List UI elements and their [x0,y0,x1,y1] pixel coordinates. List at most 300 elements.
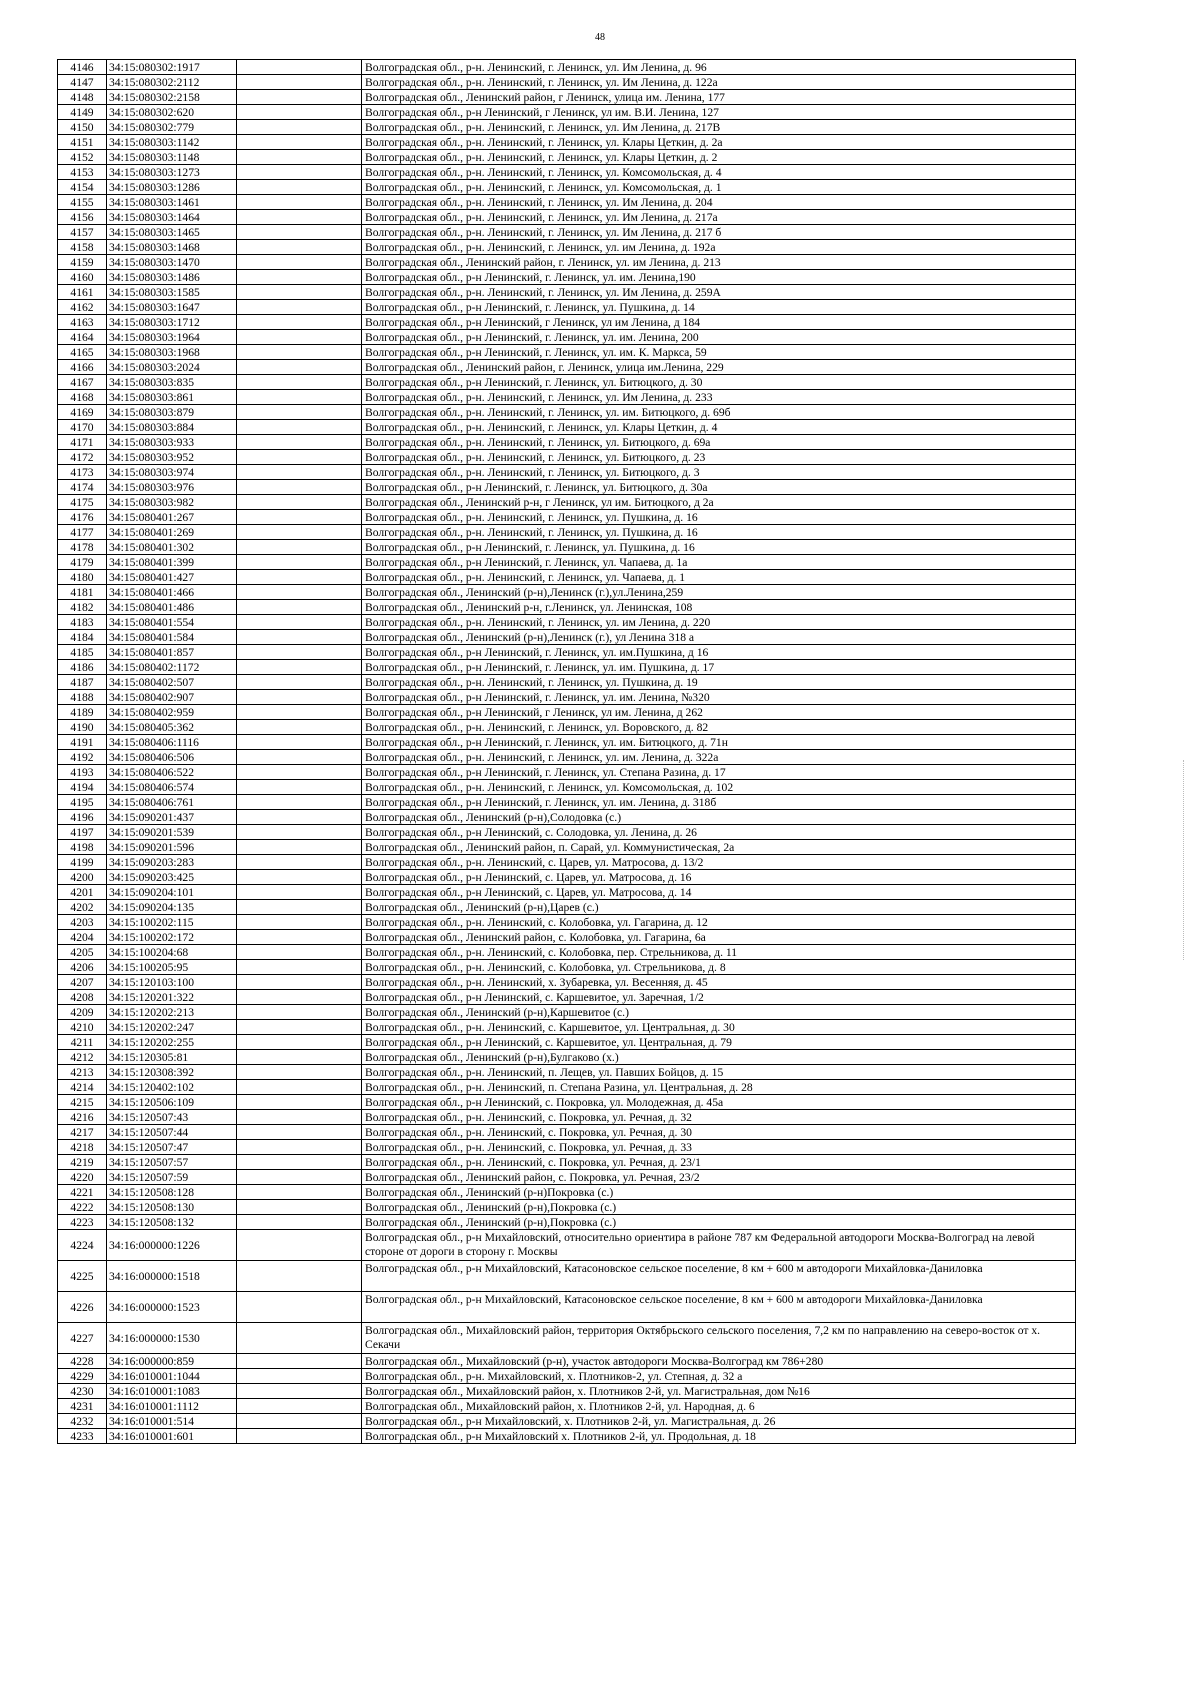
row-number-cell: 4215 [58,1095,107,1110]
row-number-cell: 4202 [58,900,107,915]
table-row [58,270,1076,285]
cadastral-number-cell: 34:15:080302:2158 [107,90,237,105]
table-row [58,810,1076,825]
empty-cell [237,1230,362,1261]
address-cell: Волгоградская обл., Михайловский район, х. Плотников 2-й, ул. Народная, д. 6 [362,1399,1076,1414]
table-row [58,1230,1076,1261]
cadastral-number-cell: 34:15:080303:1142 [107,135,237,150]
address-cell: Волгоградская обл., Ленинский (р-н),Булгаково (х.) [362,1050,1076,1065]
empty-cell [237,315,362,330]
address-cell: Волгоградская обл., р-н Ленинский, г Ленинск, ул им Ленина, д 184 [362,315,1076,330]
row-number-cell: 4209 [58,1005,107,1020]
table-row [58,120,1076,135]
table-row [58,1035,1076,1050]
row-number-cell: 4185 [58,645,107,660]
empty-cell [237,60,362,75]
cadastral-number-cell: 34:15:080303:1148 [107,150,237,165]
address-cell: Волгоградская обл., р-н. Ленинский, с. Покровка, ул. Речная, д. 30 [362,1125,1076,1140]
empty-cell [237,165,362,180]
empty-cell [237,690,362,705]
address-cell: Волгоградская обл., р-н. Ленинский, г. Ленинск, ул. Им Ленина, д. 96 [362,60,1076,75]
empty-cell [237,450,362,465]
table-row [58,675,1076,690]
cadastral-number-cell: 34:16:000000:1523 [107,1292,237,1323]
row-number-cell: 4224 [58,1230,107,1261]
empty-cell [237,1399,362,1414]
table-row [58,795,1076,810]
empty-cell [237,555,362,570]
empty-cell [237,1005,362,1020]
row-number-cell: 4190 [58,720,107,735]
cadastral-number-cell: 34:15:100205:95 [107,960,237,975]
table-row [58,930,1076,945]
address-cell: Волгоградская обл., р-н Ленинский, г. Ленинск, ул. им.Пушкина, д 16 [362,645,1076,660]
row-number-cell: 4157 [58,225,107,240]
cadastral-number-cell: 34:16:000000:859 [107,1354,237,1369]
address-cell: Волгоградская обл., р-н Ленинский, г. Ленинск, ул. Степана Разина, д. 17 [362,765,1076,780]
address-cell: Волгоградская обл., р-н Ленинский, г Ленинск, ул им. Ленина, д 262 [362,705,1076,720]
row-number-cell: 4192 [58,750,107,765]
row-number-cell: 4152 [58,150,107,165]
cadastral-number-cell: 34:15:090204:101 [107,885,237,900]
table-row [58,960,1076,975]
address-cell: Волгоградская обл., р-н. Ленинский, г. Ленинск, ул. им Ленина, д. 192а [362,240,1076,255]
address-cell: Волгоградская обл., р-н Ленинский, г. Ленинск, ул. Чапаева, д. 1а [362,555,1076,570]
row-number-cell: 4162 [58,300,107,315]
cadastral-number-cell: 34:16:010001:1083 [107,1384,237,1399]
table-row [58,1414,1076,1429]
empty-cell [237,195,362,210]
table-row [58,345,1076,360]
table-row [58,75,1076,90]
row-number-cell: 4156 [58,210,107,225]
address-cell: Волгоградская обл., р-н. Ленинский, г. Ленинск, ул. Им Ленина, д. 217а [362,210,1076,225]
cadastral-number-cell: 34:15:080303:933 [107,435,237,450]
cadastral-number-cell: 34:15:080406:522 [107,765,237,780]
table-row [58,525,1076,540]
empty-cell [237,600,362,615]
cadastral-number-cell: 34:15:080303:835 [107,375,237,390]
address-cell: Волгоградская обл., р-н. Ленинский, с. Колобовка, пер. Стрельникова, д. 11 [362,945,1076,960]
table-row [58,1050,1076,1065]
empty-cell [237,705,362,720]
cadastral-number-cell: 34:15:080303:952 [107,450,237,465]
address-cell: Волгоградская обл., Ленинский р-н, г.Ленинск, ул. Ленинская, 108 [362,600,1076,615]
table-row [58,150,1076,165]
table-row [58,1369,1076,1384]
table-row [58,1429,1076,1444]
empty-cell [237,330,362,345]
table-row [58,645,1076,660]
cadastral-number-cell: 34:15:080303:1470 [107,255,237,270]
row-number-cell: 4159 [58,255,107,270]
row-number-cell: 4189 [58,705,107,720]
row-number-cell: 4174 [58,480,107,495]
empty-cell [237,585,362,600]
table-row [58,255,1076,270]
cadastral-number-cell: 34:15:080303:1273 [107,165,237,180]
empty-cell [237,1020,362,1035]
table-row [58,555,1076,570]
cadastral-number-cell: 34:15:120507:57 [107,1155,237,1170]
cadastral-number-cell: 34:15:080401:584 [107,630,237,645]
table-row [58,420,1076,435]
address-cell: Волгоградская обл., р-н. Ленинский, с. Колобовка, ул. Стрельникова, д. 8 [362,960,1076,975]
table-row [58,315,1076,330]
address-cell: Волгоградская обл., р-н Ленинский, г. Ленинск, ул. Битюцкого, д. 30 [362,375,1076,390]
empty-cell [237,270,362,285]
row-number-cell: 4223 [58,1215,107,1230]
empty-cell [237,645,362,660]
table-row [58,720,1076,735]
address-cell: Волгоградская обл., р-н. Ленинский, г. Ленинск, ул. Комсомольская, д. 1 [362,180,1076,195]
row-number-cell: 4173 [58,465,107,480]
address-cell: Волгоградская обл., р-н. Ленинский, г. Ленинск, ул. Клары Цеткин, д. 4 [362,420,1076,435]
empty-cell [237,1384,362,1399]
table-row [58,180,1076,195]
cadastral-number-cell: 34:15:080303:974 [107,465,237,480]
empty-cell [237,75,362,90]
table-row [58,1065,1076,1080]
empty-cell [237,975,362,990]
empty-cell [237,375,362,390]
cadastral-number-cell: 34:15:080302:620 [107,105,237,120]
cadastral-number-cell: 34:15:080302:1917 [107,60,237,75]
address-cell: Волгоградская обл., Михайловский район, территория Октябрьского сельского поселения, 7,2 км по направлению на северо-восток от х. Секачи [362,1323,1076,1354]
empty-cell [237,1170,362,1185]
empty-cell [237,630,362,645]
address-cell: Волгоградская обл., р-н. Ленинский, г. Ленинск, ул. Чапаева, д. 1 [362,570,1076,585]
row-number-cell: 4153 [58,165,107,180]
cadastral-number-cell: 34:15:080406:506 [107,750,237,765]
row-number-cell: 4177 [58,525,107,540]
table-row [58,1110,1076,1125]
row-number-cell: 4187 [58,675,107,690]
empty-cell [237,300,362,315]
cadastral-number-cell: 34:15:080303:2024 [107,360,237,375]
row-number-cell: 4183 [58,615,107,630]
row-number-cell: 4233 [58,1429,107,1444]
table-row [58,780,1076,795]
empty-cell [237,915,362,930]
address-cell: Волгоградская обл., Ленинский (р-н),Покровка (с.) [362,1200,1076,1215]
address-cell: Волгоградская обл., р-н. Ленинский, с. Покровка, ул. Речная, д. 32 [362,1110,1076,1125]
empty-cell [237,930,362,945]
table-row [58,690,1076,705]
empty-cell [237,285,362,300]
row-number-cell: 4228 [58,1354,107,1369]
cadastral-number-cell: 34:15:080303:1712 [107,315,237,330]
cadastral-number-cell: 34:15:120507:43 [107,1110,237,1125]
cadastral-number-cell: 34:15:080401:302 [107,540,237,555]
table-row [58,450,1076,465]
row-number-cell: 4205 [58,945,107,960]
row-number-cell: 4194 [58,780,107,795]
empty-cell [237,1155,362,1170]
row-number-cell: 4167 [58,375,107,390]
row-number-cell: 4161 [58,285,107,300]
address-cell: Волгоградская обл., р-н. Ленинский, г. Ленинск, ул. Битюцкого, д. 23 [362,450,1076,465]
address-cell: Волгоградская обл., р-н Ленинский, с. Каршевитое, ул. Центральная, д. 79 [362,1035,1076,1050]
scan-edge-marks [1183,760,1186,960]
cadastral-number-cell: 34:15:120508:132 [107,1215,237,1230]
cadastral-number-cell: 34:15:080401:269 [107,525,237,540]
cadastral-number-cell: 34:15:080303:982 [107,495,237,510]
empty-cell [237,405,362,420]
cadastral-number-cell: 34:15:080401:267 [107,510,237,525]
empty-cell [237,615,362,630]
cadastral-number-cell: 34:15:090201:437 [107,810,237,825]
address-cell: Волгоградская обл., р-н. Ленинский, х. Зубаревка, ул. Весенняя, д. 45 [362,975,1076,990]
empty-cell [237,960,362,975]
empty-cell [237,1065,362,1080]
address-cell: Волгоградская обл., р-н. Ленинский, г. Ленинск, ул. им Ленина, д. 220 [362,615,1076,630]
address-cell: Волгоградская обл., р-н Ленинский, г Ленинск, ул им. В.И. Ленина, 127 [362,105,1076,120]
empty-cell [237,810,362,825]
cadastral-number-cell: 34:16:010001:601 [107,1429,237,1444]
table-row [58,105,1076,120]
address-cell: Волгоградская обл., Ленинский (р-н),Царев (с.) [362,900,1076,915]
table-row [58,1185,1076,1200]
table-row [58,390,1076,405]
empty-cell [237,855,362,870]
cadastral-number-cell: 34:15:120305:81 [107,1050,237,1065]
row-number-cell: 4217 [58,1125,107,1140]
empty-cell [237,255,362,270]
address-cell: Волгоградская обл., р-н Михайловский, Катасоновское сельское поселение, 8 км + 600 м автодороги Михайловка-Даниловка [362,1261,1076,1292]
empty-cell [237,1261,362,1292]
empty-cell [237,435,362,450]
address-cell: Волгоградская обл., р-н Ленинский, г. Ленинск, ул. им. Пушкина, д. 17 [362,660,1076,675]
row-number-cell: 4229 [58,1369,107,1384]
row-number-cell: 4218 [58,1140,107,1155]
cadastral-number-cell: 34:15:120201:322 [107,990,237,1005]
row-number-cell: 4213 [58,1065,107,1080]
cadastral-number-cell: 34:15:080303:976 [107,480,237,495]
cadastral-number-cell: 34:16:000000:1518 [107,1261,237,1292]
table-row [58,135,1076,150]
table-row [58,210,1076,225]
row-number-cell: 4204 [58,930,107,945]
row-number-cell: 4221 [58,1185,107,1200]
registry-rows [58,60,1076,1444]
address-cell: Волгоградская обл., р-н. Ленинский, г. Ленинск, ул. Битюцкого, д. 3 [362,465,1076,480]
row-number-cell: 4181 [58,585,107,600]
empty-cell [237,105,362,120]
cadastral-number-cell: 34:16:000000:1226 [107,1230,237,1261]
address-cell: Волгоградская обл., Ленинский район, с. Колобовка, ул. Гагарина, 6а [362,930,1076,945]
address-cell: Волгоградская обл., р-н. Ленинский, г. Ленинск, ул. Клары Цеткин, д. 2 [362,150,1076,165]
table-row [58,900,1076,915]
table-row [58,480,1076,495]
row-number-cell: 4163 [58,315,107,330]
table-row [58,285,1076,300]
table-row [58,840,1076,855]
row-number-cell: 4158 [58,240,107,255]
cadastral-number-cell: 34:15:080303:884 [107,420,237,435]
cadastral-number-cell: 34:15:080405:362 [107,720,237,735]
address-cell: Волгоградская обл., р-н. Ленинский, г. Ленинск, ул. Пушкина, д. 16 [362,525,1076,540]
table-row [58,1125,1076,1140]
cadastral-number-cell: 34:15:100204:68 [107,945,237,960]
cadastral-number-cell: 34:15:080303:1486 [107,270,237,285]
row-number-cell: 4225 [58,1261,107,1292]
table-row [58,300,1076,315]
empty-cell [237,510,362,525]
address-cell: Волгоградская обл., Ленинский район, г. Ленинск, улица им.Ленина, 229 [362,360,1076,375]
address-cell: Волгоградская обл., р-н. Ленинский, г. Ленинск, ул. Пушкина, д. 16 [362,510,1076,525]
cadastral-number-cell: 34:15:080401:466 [107,585,237,600]
cadastral-number-cell: 34:15:090201:539 [107,825,237,840]
row-number-cell: 4195 [58,795,107,810]
empty-cell [237,360,362,375]
address-cell: Волгоградская обл., р-н. Ленинский, с. Покровка, ул. Речная, д. 33 [362,1140,1076,1155]
table-row [58,195,1076,210]
cadastral-number-cell: 34:15:120103:100 [107,975,237,990]
address-cell: Волгоградская обл., р-н. Ленинский, г. Ленинск, ул. Им Ленина, д. 259А [362,285,1076,300]
address-cell: Волгоградская обл., р-н Михайловский, относительно ориентира в районе 787 км Федеральной автодороги Москва-Волгоград на левой стороне от дороги в сторону г. Москвы [362,1230,1076,1261]
address-cell: Волгоградская обл., р-н. Ленинский, п. Степана Разина, ул. Центральная, д. 28 [362,1080,1076,1095]
cadastral-number-cell: 34:15:090203:425 [107,870,237,885]
table-row [58,465,1076,480]
empty-cell [237,1050,362,1065]
row-number-cell: 4182 [58,600,107,615]
cadastral-number-cell: 34:15:120402:102 [107,1080,237,1095]
empty-cell [237,825,362,840]
empty-cell [237,900,362,915]
cadastral-number-cell: 34:15:080402:1172 [107,660,237,675]
table-row [58,1215,1076,1230]
empty-cell [237,1200,362,1215]
address-cell: Волгоградская обл., р-н. Михайловский, х. Плотников-2, ул. Степная, д. 32 а [362,1369,1076,1384]
row-number-cell: 4180 [58,570,107,585]
cadastral-number-cell: 34:15:080406:1116 [107,735,237,750]
row-number-cell: 4214 [58,1080,107,1095]
table-row [58,90,1076,105]
row-number-cell: 4176 [58,510,107,525]
row-number-cell: 4151 [58,135,107,150]
table-row [58,225,1076,240]
table-row [58,1155,1076,1170]
empty-cell [237,1185,362,1200]
row-number-cell: 4222 [58,1200,107,1215]
address-cell: Волгоградская обл., р-н Ленинский, с. Царев, ул. Матросова, д. 14 [362,885,1076,900]
cadastral-number-cell: 34:15:120507:59 [107,1170,237,1185]
table-row [58,585,1076,600]
address-cell: Волгоградская обл., р-н. Ленинский, г. Ленинск, ул. Пушкина, д. 19 [362,675,1076,690]
row-number-cell: 4188 [58,690,107,705]
table-row [58,1200,1076,1215]
cadastral-number-cell: 34:15:080303:1286 [107,180,237,195]
row-number-cell: 4219 [58,1155,107,1170]
cadastral-number-cell: 34:15:120507:47 [107,1140,237,1155]
table-row [58,630,1076,645]
table-row [58,1354,1076,1369]
address-cell: Волгоградская обл., р-н Михайловский, х. Плотников 2-й, ул. Магистральная, д. 26 [362,1414,1076,1429]
page-number: 48 [595,32,605,43]
cadastral-number-cell: 34:15:080303:1964 [107,330,237,345]
address-cell: Волгоградская обл., р-н Ленинский, г. Ленинск, ул. Пушкина, д. 16 [362,540,1076,555]
address-cell: Волгоградская обл., р-н. Ленинский, г. Ленинск, ул. Им Ленина, д. 204 [362,195,1076,210]
empty-cell [237,795,362,810]
empty-cell [237,150,362,165]
row-number-cell: 4227 [58,1323,107,1354]
table-row [58,1140,1076,1155]
row-number-cell: 4146 [58,60,107,75]
table-row [58,990,1076,1005]
table-row [58,765,1076,780]
row-number-cell: 4186 [58,660,107,675]
empty-cell [237,210,362,225]
empty-cell [237,720,362,735]
table-row [58,495,1076,510]
cadastral-number-cell: 34:16:010001:1112 [107,1399,237,1414]
cadastral-number-cell: 34:15:080303:1968 [107,345,237,360]
table-row [58,825,1076,840]
empty-cell [237,1414,362,1429]
cadastral-number-cell: 34:15:080303:1461 [107,195,237,210]
row-number-cell: 4165 [58,345,107,360]
empty-cell [237,240,362,255]
address-cell: Волгоградская обл., р-н Ленинский, г. Ленинск, ул. им. Битюцкого, д. 71н [362,735,1076,750]
cadastral-number-cell: 34:15:120506:109 [107,1095,237,1110]
table-row [58,165,1076,180]
cadastral-number-cell: 34:15:080406:574 [107,780,237,795]
row-number-cell: 4199 [58,855,107,870]
row-number-cell: 4216 [58,1110,107,1125]
address-cell: Волгоградская обл., р-н. Ленинский, с. Каршевитое, ул. Центральная, д. 30 [362,1020,1076,1035]
address-cell: Волгоградская обл., р-н. Ленинский, г. Ленинск, ул. Им Ленина, д. 217 б [362,225,1076,240]
table-row [58,60,1076,75]
address-cell: Волгоградская обл., р-н Михайловский, Катасоновское сельское поселение, 8 км + 600 м автодороги Михайловка-Даниловка [362,1292,1076,1323]
row-number-cell: 4220 [58,1170,107,1185]
cadastral-number-cell: 34:15:100202:115 [107,915,237,930]
empty-cell [237,945,362,960]
row-number-cell: 4154 [58,180,107,195]
row-number-cell: 4170 [58,420,107,435]
address-cell: Волгоградская обл., р-н Ленинский, с. Покровка, ул. Молодежная, д. 45а [362,1095,1076,1110]
row-number-cell: 4211 [58,1035,107,1050]
table-row [58,375,1076,390]
address-cell: Волгоградская обл., р-н. Ленинский, с. Покровка, ул. Речная, д. 23/1 [362,1155,1076,1170]
empty-cell [237,1110,362,1125]
row-number-cell: 4164 [58,330,107,345]
empty-cell [237,735,362,750]
empty-cell [237,570,362,585]
empty-cell [237,525,362,540]
table-row [58,945,1076,960]
row-number-cell: 4178 [58,540,107,555]
address-cell: Волгоградская обл., р-н Ленинский, г. Ленинск, ул. им. Ленина, д. 318б [362,795,1076,810]
row-number-cell: 4184 [58,630,107,645]
address-cell: Волгоградская обл., Михайловский (р-н), участок автодороги Москва-Волгоград км 786+280 [362,1354,1076,1369]
address-cell: Волгоградская обл., Ленинский район, г. Ленинск, ул. им Ленина, д. 213 [362,255,1076,270]
address-cell: Волгоградская обл., р-н Ленинский, г. Ленинск, ул. им. Ленина, №320 [362,690,1076,705]
address-cell: Волгоградская обл., р-н. Ленинский, г. Ленинск, ул. Битюцкого, д. 69а [362,435,1076,450]
table-row [58,885,1076,900]
table-row [58,1261,1076,1292]
address-cell: Волгоградская обл., р-н Ленинский, с. Царев, ул. Матросова, д. 16 [362,870,1076,885]
address-cell: Волгоградская обл., Ленинский район, г Ленинск, улица им. Ленина, 177 [362,90,1076,105]
address-cell: Волгоградская обл., р-н. Ленинский, г. Ленинск, ул. Им Ленина, д. 122а [362,75,1076,90]
empty-cell [237,180,362,195]
empty-cell [237,1354,362,1369]
empty-cell [237,120,362,135]
row-number-cell: 4172 [58,450,107,465]
empty-cell [237,135,362,150]
row-number-cell: 4210 [58,1020,107,1035]
table-row [58,435,1076,450]
